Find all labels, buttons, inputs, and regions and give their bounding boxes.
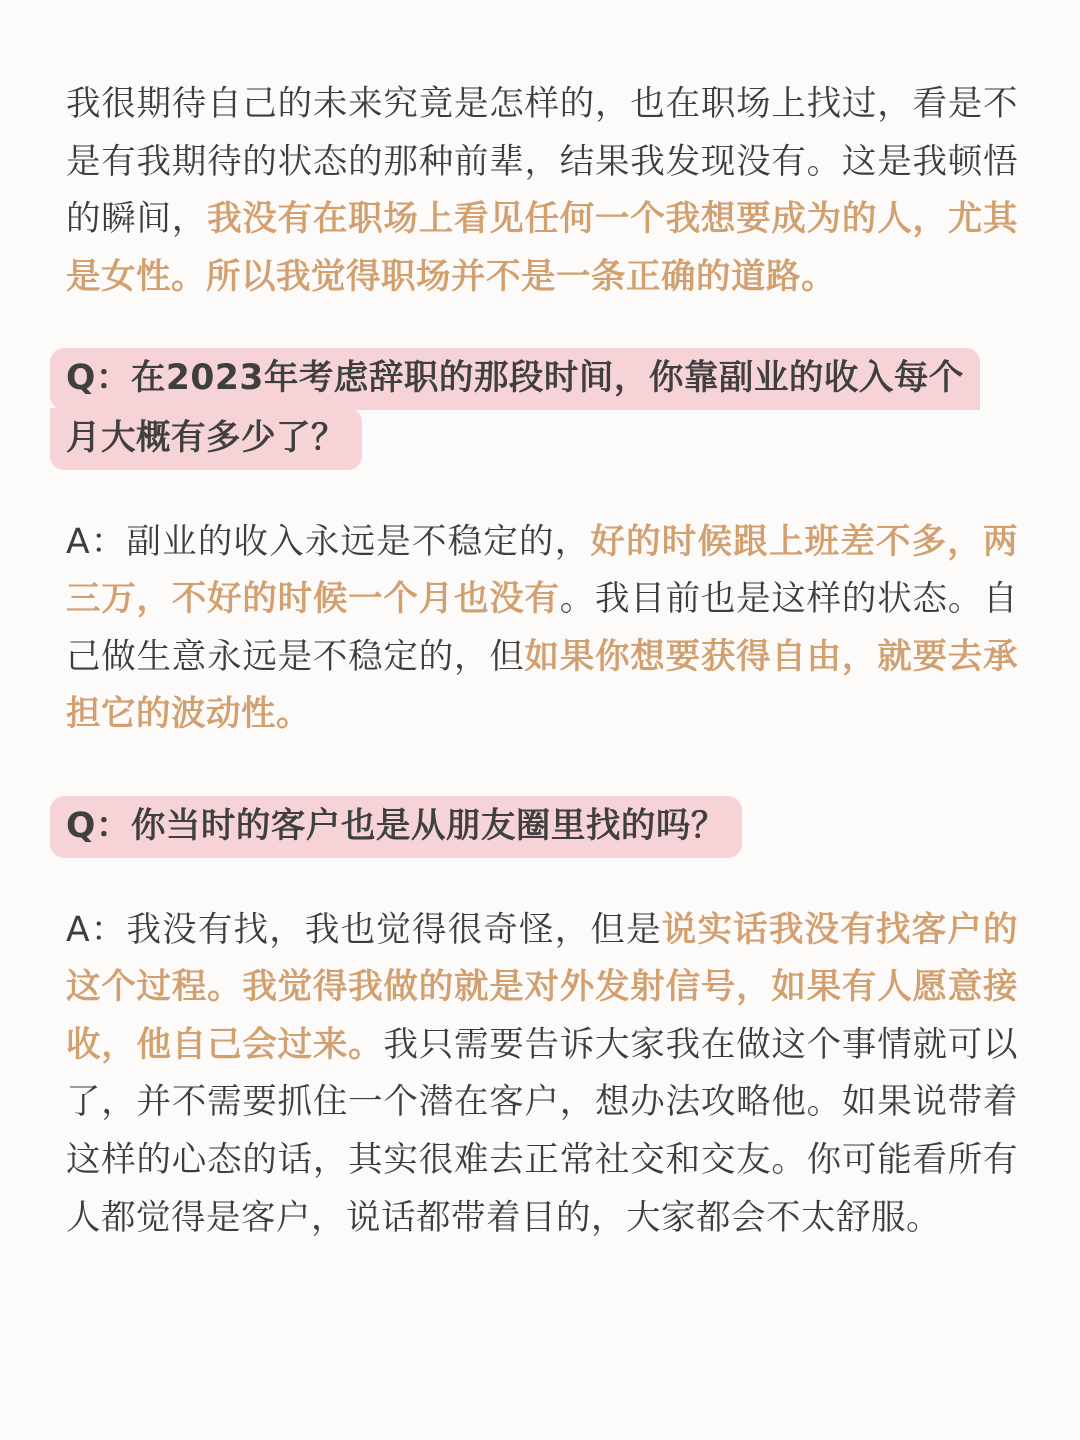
question-line: 月大概有多少了？ — [50, 408, 362, 470]
text-highlight: 说实话我没有找客户的这个过程。我觉得我做的就是对外发射信号，如果有人愿意接收，他自己会过来。 — [66, 909, 1018, 1065]
answer-clients — [66, 902, 1018, 1248]
question-income — [50, 348, 1018, 469]
question-line: Q：在2023年考虑辞职的那段时间，你靠副业的收入每个 — [50, 348, 980, 410]
text-highlight: 好的时候跟上班差不多，两三万，不好的时候一个月也没有 — [66, 521, 1018, 620]
text-normal: 我很期待自己的未来究竟是怎样的，也在职场上找过，看是不是有我期待的状态的那种前辈，结果我发现没有。这是我顿悟的瞬间， — [66, 84, 1018, 240]
question-line: Q：你当时的客户也是从朋友圈里找的吗？ — [50, 796, 742, 858]
text-normal: A：副业的收入永远是不稳定的， — [66, 521, 591, 562]
text-highlight: 如果你想要获得自由，就要去承担它的波动性。 — [66, 636, 1018, 735]
answer-income — [66, 514, 1018, 744]
question-clients — [50, 796, 1018, 858]
text-normal: A：我没有找，我也觉得很奇怪，但是 — [66, 909, 662, 950]
text-normal: 我只需要告诉大家我在做这个事情就可以了，并不需要抓住一个潜在客户，想办法攻略他。如果说带着这样的心态的话，其实很难去正常社交和交友。你可能看所有人都觉得是客户，说话都带着目的，大家都会不太舒服。 — [66, 1024, 1019, 1238]
text-normal: 。我目前也是这样的状态。自己做生意永远是不稳定的，但 — [66, 579, 1019, 677]
text-highlight: 我没有在职场上看见任何一个我想要成为的人，尤其是女性。所以我觉得职场并不是一条正确的道路。 — [66, 199, 1018, 297]
paragraph-intro — [66, 76, 1018, 306]
